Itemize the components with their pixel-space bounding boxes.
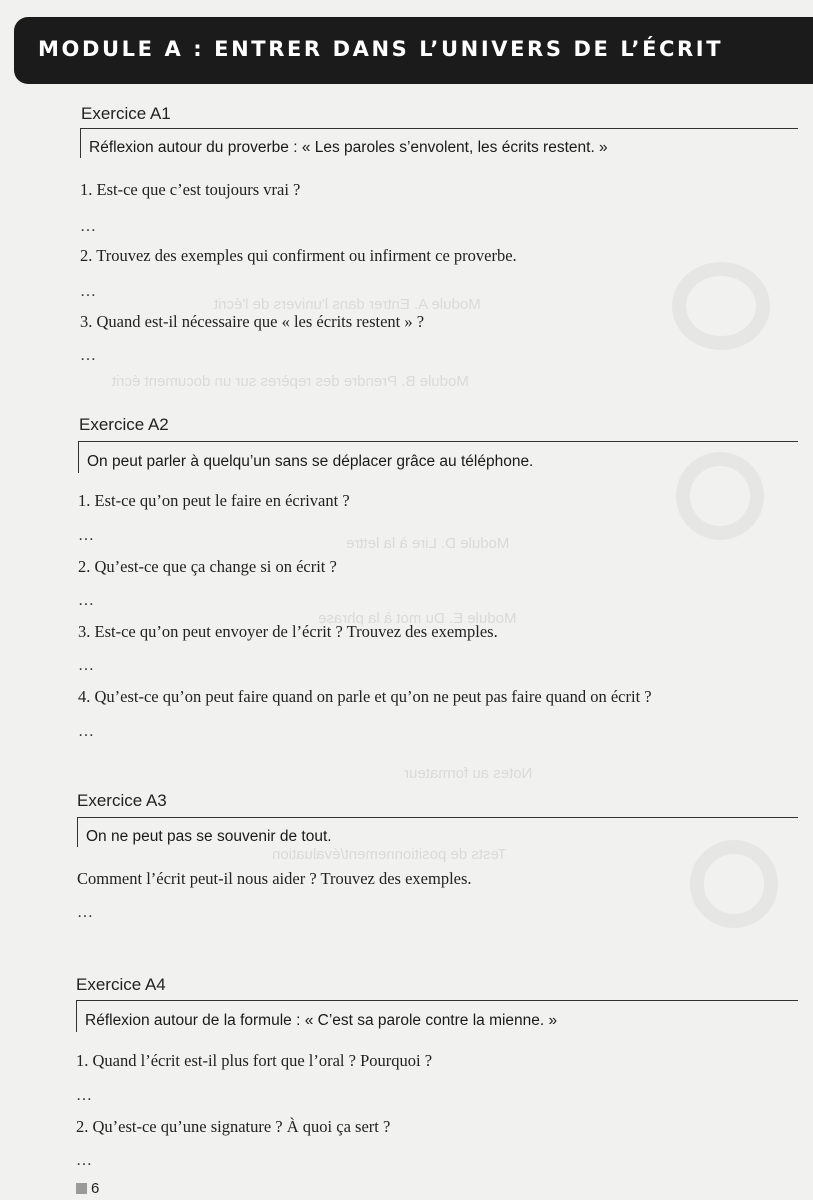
prompt-rule-top xyxy=(78,441,798,442)
answer-placeholder: … xyxy=(78,527,94,544)
question: 2. Trouvez des exemples qui confirment ou infirment ce proverbe. xyxy=(80,246,517,265)
question: Comment l’écrit peut-il nous aider ? Trouvez des exemples. xyxy=(77,869,472,888)
ghost-line: Module B. Prendre des repères sur un document écrit xyxy=(112,373,469,390)
exercise-title: Exercice A4 xyxy=(76,975,166,994)
question: 2. Qu’est-ce que ça change si on écrit ? xyxy=(78,557,337,576)
answer-placeholder: … xyxy=(77,904,93,921)
ghost-line: Module D. Lire à la lettre xyxy=(346,535,510,552)
answer-placeholder: … xyxy=(78,657,94,674)
page-marker-square xyxy=(76,1183,87,1194)
answer-placeholder: … xyxy=(78,592,94,609)
ghost-line: Tests de positionnement/évaluation xyxy=(272,846,507,863)
prompt-rule-left xyxy=(80,128,81,158)
ghost-circle xyxy=(672,262,770,350)
exercise-prompt: On ne peut pas se souvenir de tout. xyxy=(86,828,332,845)
exercise-prompt: On peut parler à quelqu’un sans se déplacer grâce au téléphone. xyxy=(87,453,534,470)
ghost-line: Notes au formateur xyxy=(404,765,533,782)
prompt-rule-top xyxy=(76,1000,798,1001)
exercise-prompt: Réflexion autour du proverbe : « Les paroles s’envolent, les écrits restent. » xyxy=(89,139,608,156)
exercise-title: Exercice A2 xyxy=(79,415,169,434)
prompt-rule-top xyxy=(77,817,798,818)
page-number-text: 6 xyxy=(91,1180,100,1197)
answer-placeholder: … xyxy=(80,283,96,300)
answer-placeholder: … xyxy=(78,723,94,740)
answer-placeholder: … xyxy=(80,218,96,235)
page-number xyxy=(76,1180,99,1197)
exercise-title: Exercice A3 xyxy=(77,791,167,810)
answer-placeholder: … xyxy=(80,347,96,364)
prompt-rule-left xyxy=(77,817,78,847)
exercise-title: Exercice A1 xyxy=(81,104,171,123)
exercise-prompt: Réflexion autour de la formule : « C’est sa parole contre la mienne. » xyxy=(85,1012,558,1029)
question: 3. Quand est-il nécessaire que « les écrits restent » ? xyxy=(80,312,425,331)
question: 4. Qu’est-ce qu’on peut faire quand on parle et qu’on ne peut pas faire quand on écrit ? xyxy=(78,687,652,706)
ghost-circle xyxy=(676,452,764,540)
ghost-circle xyxy=(690,840,778,928)
ghost-line: Module E. Du mot à la phrase xyxy=(318,610,517,627)
module-title: MODULE A : ENTRER DANS L’UNIVERS DE L’ÉCRIT xyxy=(38,37,724,61)
prompt-rule-left xyxy=(76,1000,77,1032)
prompt-rule-left xyxy=(78,441,79,473)
prompt-rule-top xyxy=(80,128,798,129)
question: 1. Est-ce qu’on peut le faire en écrivant ? xyxy=(78,491,350,510)
question: 3. Est-ce qu’on peut envoyer de l’écrit ? Trouvez des exemples. xyxy=(78,622,498,641)
answer-placeholder: … xyxy=(76,1152,92,1169)
question: 1. Quand l’écrit est-il plus fort que l’oral ? Pourquoi ? xyxy=(76,1051,433,1070)
answer-placeholder: … xyxy=(76,1087,92,1104)
question: 1. Est-ce que c’est toujours vrai ? xyxy=(80,180,301,199)
ghost-line: Module A. Entrer dans l'univers de l'écrit xyxy=(214,296,481,313)
question: 2. Qu’est-ce qu’une signature ? À quoi ça sert ? xyxy=(76,1117,391,1136)
